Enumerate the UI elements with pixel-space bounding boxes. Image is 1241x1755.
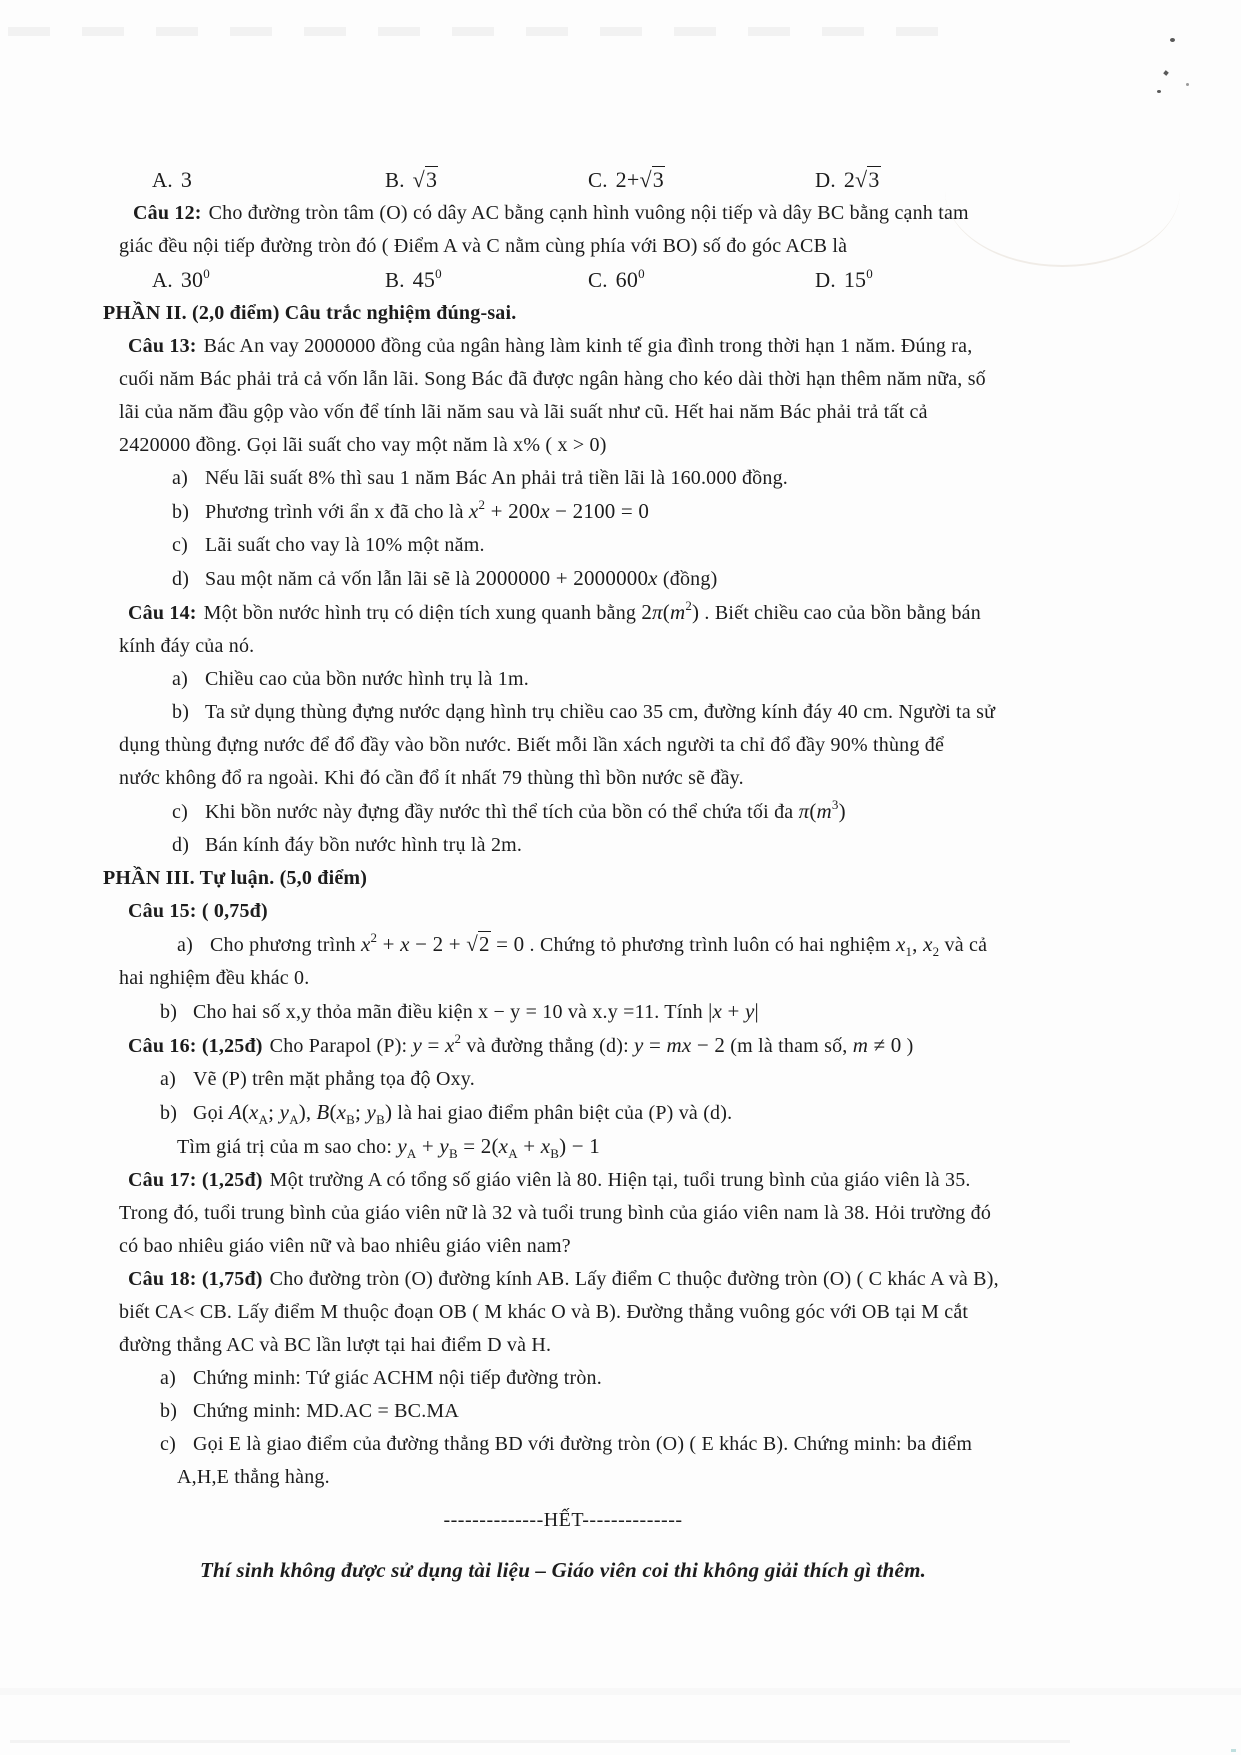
option-a	[152, 263, 385, 297]
option-a	[152, 163, 385, 197]
option-label: C.	[588, 168, 608, 192]
scan-artifact-band	[10, 1740, 1070, 1743]
footer-note: Thí sinh không được sử dụng tài liệu – Giáo viên coi thi không giải thích gì thêm.	[199, 1558, 927, 1582]
scan-speck	[1157, 90, 1161, 93]
option-c	[588, 163, 815, 197]
line-text: Cho hai số x,y thỏa mãn điều kiện x − y = 10 và x.y =11. Tính |x + y|	[193, 999, 759, 1023]
question-number: Câu 14:	[128, 602, 197, 624]
option-label: A.	[152, 168, 173, 192]
line-text: Trong đó, tuổi trung bình của giáo viên nữ là 32 và tuổi trung bình của giáo viên nam là 38. Hỏi trường đó	[119, 1202, 992, 1224]
cau14-item-d	[172, 829, 1131, 862]
scan-artifact-top-dashes	[8, 27, 938, 36]
question-number: PHẦN II. (2,0 điểm) Câu trắc nghiệm đúng-sai.	[103, 302, 517, 324]
line-text: 2420000 đồng. Gọi lãi suất cho vay một năm là x% ( x > 0)	[119, 434, 607, 456]
cau13-item-b	[172, 495, 1131, 529]
line-text: Bán kính đáy bồn nước hình trụ là 2m.	[205, 834, 523, 856]
cau16-item-b	[160, 1096, 1131, 1130]
scan-speck	[1170, 38, 1175, 42]
cau15-header	[128, 895, 1131, 928]
phan2-header	[103, 297, 1131, 330]
cau14-item-b1	[172, 696, 1131, 729]
option-value: 3	[180, 167, 193, 192]
cau13-item-c	[172, 529, 1131, 562]
line-text: Cho phương trình $x^2 + x - 2 + √2 = 0$ . Chứng tỏ phương trình luôn có hai nghiệm $x_1$, $x_2$ và cả	[210, 930, 988, 960]
scan-speck	[1186, 83, 1189, 86]
cau12-options	[103, 263, 1131, 297]
item-label: c)	[172, 801, 188, 823]
question-number: PHẦN III. Tự luận. (5,0 điểm)	[103, 867, 368, 889]
line-text: Khi bồn nước này đựng đầy nước thì thể tích của bồn có thể chứa tối đa $\pi(m^3)$	[205, 797, 846, 823]
option-value: √3	[412, 167, 438, 192]
scan-artifact-band	[0, 1688, 1241, 1695]
item-label: c)	[160, 1433, 176, 1455]
cau17-line1	[128, 1164, 1131, 1197]
option-value: $45^0$	[412, 265, 442, 292]
cau14-item-c	[172, 795, 1131, 829]
option-label: D.	[815, 168, 836, 192]
option-label: B.	[385, 268, 405, 292]
item-label: c)	[172, 534, 188, 556]
item-label: b)	[172, 701, 190, 723]
line-text: A,H,E thẳng hàng.	[177, 1466, 330, 1488]
line-text: Gọi $A(x_A$; $y_A$), $B(x_B$; $y_B$) là hai giao điểm phân biệt của (P) và (d).	[193, 1100, 733, 1128]
option-b	[385, 163, 588, 197]
cau18-line3	[119, 1329, 1131, 1362]
question-number: Câu 18: (1,75đ)	[128, 1268, 263, 1290]
cau18-item-a	[160, 1362, 1131, 1395]
cau13-line2	[119, 363, 1131, 396]
cau11-options	[103, 163, 1131, 197]
option-value: $15^0$	[843, 265, 873, 292]
question-number: Câu 12:	[133, 202, 202, 224]
line-text: Cho đường tròn (O) đường kính AB. Lấy điểm C thuộc đường tròn (O) ( C khác A và B),	[269, 1268, 999, 1290]
end-marker: --------------HẾT--------------	[443, 1509, 683, 1531]
cau13-line3	[119, 396, 1131, 429]
line-text: Chứng minh: Tứ giác ACHM nội tiếp đường tròn.	[193, 1367, 602, 1389]
cau14-item-b2	[119, 729, 1131, 762]
cau13-line1	[128, 330, 1131, 363]
cau17-line3	[119, 1230, 1131, 1263]
line-text: Nếu lãi suất 8% thì sau 1 năm Bác An phải trả tiền lãi là 160.000 đồng.	[205, 467, 788, 489]
option-label: B.	[385, 168, 405, 192]
cau18-line2	[119, 1296, 1131, 1329]
cau13-line4	[119, 429, 1131, 462]
cau16-item-b2	[177, 1130, 1131, 1164]
cau13-item-d	[172, 562, 1131, 596]
line-text: Ta sử dụng thùng đựng nước dạng hình trụ chiều cao 35 cm, đường kính đáy 40 cm. Người ta sử	[205, 701, 996, 723]
item-label: b)	[172, 501, 190, 523]
option-d	[815, 263, 873, 297]
option-d	[815, 163, 881, 197]
cau15-item-a2	[119, 962, 1131, 995]
line-text: Tìm giá trị của m sao cho: $y_A + y_B = 2(x_A + x_B) - 1$	[177, 1134, 600, 1162]
line-text: Một trường A có tổng số giáo viên là 80. Hiện tại, tuổi trung bình của giáo viên là 35.	[269, 1169, 971, 1191]
line-text: Chiều cao của bồn nước hình trụ là 1m.	[205, 668, 529, 690]
option-label: A.	[152, 268, 173, 292]
question-number: Câu 15: ( 0,75đ)	[128, 900, 268, 922]
line-text: dụng thùng đựng nước để đổ đầy vào bồn nước. Biết mỗi lần xách người ta chỉ đổ đầy 90% thùng để	[119, 734, 945, 756]
line-text: Bác An vay 2000000 đồng của ngân hàng làm kinh tế gia đình trong thời hạn 1 năm. Đúng ra,	[203, 335, 973, 357]
cau14-item-b3	[119, 762, 1131, 795]
scan-speck	[1163, 70, 1169, 76]
cau18-line1	[128, 1263, 1131, 1296]
cau18-item-c2	[177, 1461, 1131, 1494]
item-label: a)	[160, 1367, 176, 1389]
line-text: lãi của năm đầu gộp vào vốn để tính lãi năm sau và lãi suất như cũ. Hết hai năm Bác phải trả tất cả	[119, 401, 928, 423]
line-text: Gọi E là giao điểm của đường thẳng BD với đường tròn (O) ( E khác B). Chứng minh: ba điểm	[193, 1433, 973, 1455]
line-text: Phương trình với ẩn x đã cho là $x^2 + 200x - 2100 = 0$	[205, 497, 650, 523]
cau12-line2	[119, 230, 1131, 263]
cau15-item-a1	[177, 928, 1131, 962]
line-text: Lãi suất cho vay là 10% một năm.	[205, 534, 485, 556]
line-text: Vẽ (P) trên mặt phẳng tọa độ Oxy.	[193, 1068, 475, 1090]
line-text: Cho Parapol (P): $y = x^2$ và đường thẳng (d): y = mx − 2 (m là tham số, m ≠ 0 )	[269, 1031, 914, 1057]
option-label: C.	[588, 268, 608, 292]
line-text: biết CA< CB. Lấy điểm M thuộc đoạn OB ( M khác O và B). Đường thẳng vuông góc với OB tại M cắt	[119, 1301, 969, 1323]
line-text: kính đáy của nó.	[119, 635, 255, 657]
line-text: Cho đường tròn tâm (O) có dây AC bằng cạnh hình vuông nội tiếp và dây BC bằng cạnh tam	[208, 202, 969, 224]
item-label: a)	[177, 934, 193, 956]
cau18-item-b	[160, 1395, 1131, 1428]
option-value: $30^0$	[180, 265, 210, 292]
line-text: giác đều nội tiếp đường tròn đó ( Điểm A và C nằm cùng phía với BO) số đo góc ACB là	[119, 235, 848, 257]
item-label: a)	[172, 668, 188, 690]
item-label: a)	[172, 467, 188, 489]
cau13-item-a	[172, 462, 1131, 495]
line-text: nước không đổ ra ngoài. Khi đó cần đổ ít nhất 79 thùng thì bồn nước sẽ đầy.	[119, 767, 744, 789]
cau14-line2	[119, 630, 1131, 663]
option-value: 2+√3	[615, 167, 664, 192]
cau17-line2	[119, 1197, 1131, 1230]
line-text: cuối năm Bác phải trả cả vốn lẫn lãi. Song Bác đã được ngân hàng cho kéo dài thời hạn thêm năm nữa, số	[119, 368, 986, 390]
option-value: 2√3	[843, 167, 880, 192]
question-number: Câu 16: (1,25đ)	[128, 1035, 263, 1057]
line-text: Một bồn nước hình trụ có diện tích xung quanh bằng $2\pi(m^2)$ . Biết chiều cao của bồn bằng bán	[203, 598, 981, 624]
option-value: $60^0$	[615, 265, 645, 292]
item-label: d)	[172, 834, 190, 856]
line-text: có bao nhiêu giáo viên nữ và bao nhiêu giáo viên nam?	[119, 1235, 571, 1257]
item-label: b)	[160, 1001, 178, 1023]
item-label: b)	[160, 1102, 178, 1124]
line-text: Sau một năm cả vốn lẫn lãi sẽ là 2000000 + 2000000x (đồng)	[205, 566, 718, 590]
cau16-item-a	[160, 1063, 1131, 1096]
item-label: b)	[160, 1400, 178, 1422]
option-label: D.	[815, 268, 836, 292]
scan-artifact-dot	[1231, 1749, 1236, 1752]
item-label: a)	[160, 1068, 176, 1090]
cau14-line1	[128, 596, 1131, 630]
line-text: đường thẳng AC và BC lần lượt tại hai điểm D và H.	[119, 1334, 552, 1356]
item-label: d)	[172, 568, 190, 590]
exam-content	[103, 163, 1131, 1587]
cau14-item-a	[172, 663, 1131, 696]
line-text: Chứng minh: MD.AC = BC.MA	[193, 1400, 460, 1422]
option-b	[385, 263, 588, 297]
question-number: Câu 17: (1,25đ)	[128, 1169, 263, 1191]
cau12-line1	[133, 197, 1131, 230]
cau16-line1	[128, 1029, 1131, 1063]
phan3-header	[103, 862, 1131, 895]
option-c	[588, 263, 815, 297]
question-number: Câu 13:	[128, 335, 197, 357]
cau18-item-c1	[160, 1428, 1131, 1461]
line-text: hai nghiệm đều khác 0.	[119, 967, 310, 989]
cau15-item-b	[160, 995, 1131, 1029]
